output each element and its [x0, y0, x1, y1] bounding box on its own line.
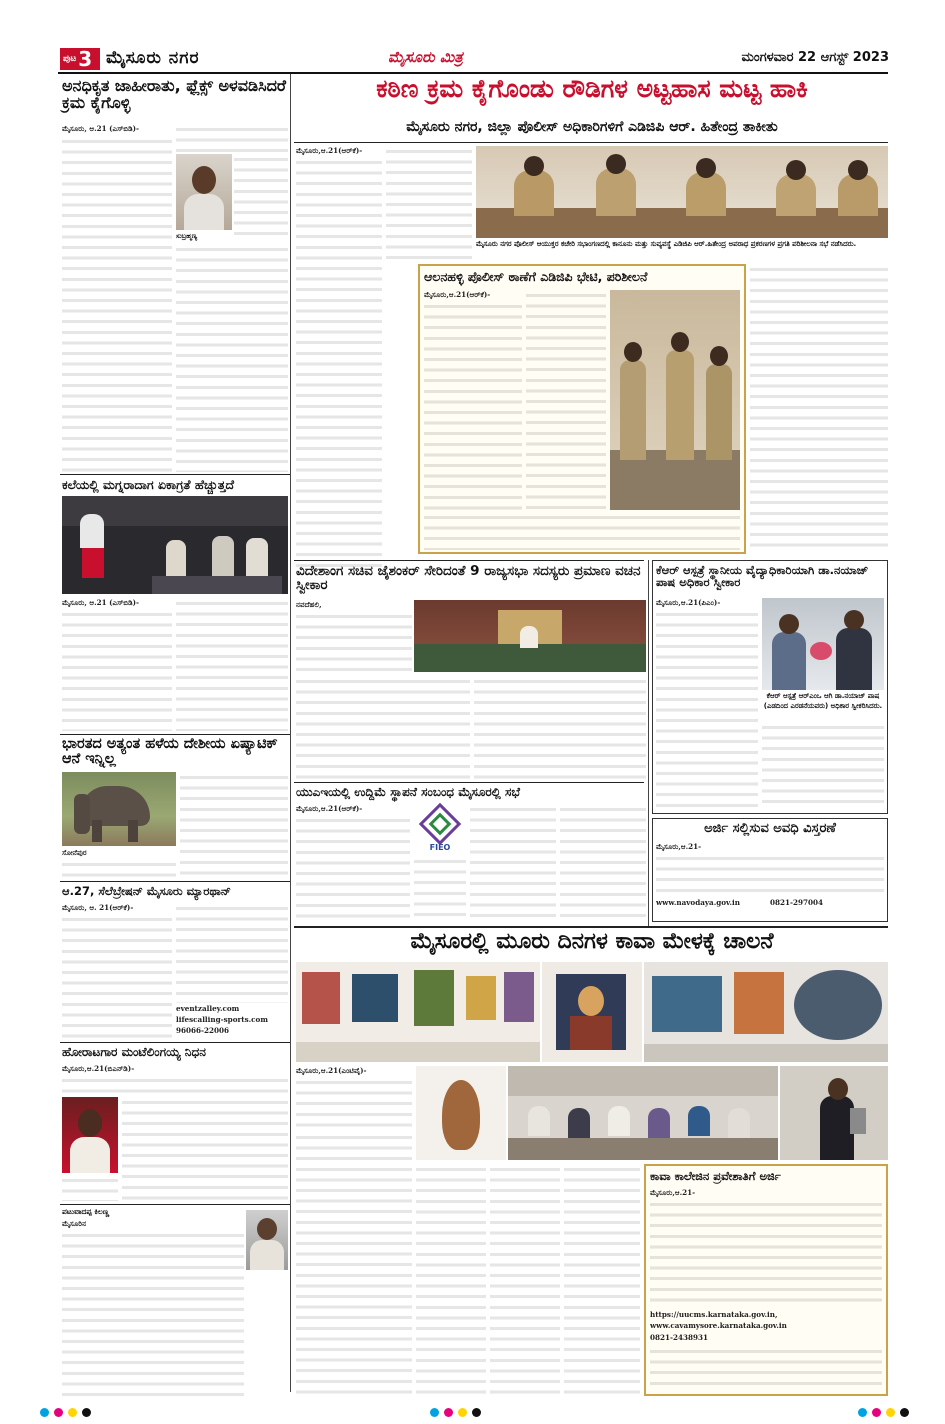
fieo-body-col2-bottom [414, 856, 466, 923]
lead-body-col1 [296, 157, 382, 567]
obituary-body-left [62, 1175, 118, 1201]
obituary2-body [62, 1230, 244, 1396]
registration-mark-black [472, 1408, 481, 1417]
marathon-article-body-col1 [62, 914, 172, 1038]
elephant-article-dateline: ಸೋನೆಪುರ [62, 848, 87, 857]
kava-sculpture-photo [416, 1066, 506, 1160]
elephant-article-headline: ಭಾರತದ ಅತ್ಯಂತ ಹಳೆಯ ದೇಶೀಯ ಏಷ್ಯಾಟಿಕ್ ಆನೆ ಇನ್ನಿಲ್ಲ [62, 736, 278, 768]
kava-college-website: https://uucms.karnataka.gov.in, www.cavamysore.karnataka.gov.in [650, 1310, 787, 1330]
obituary-dateline: ಮೈಸೂರು,ಆ.21(ಬಿಎನ್‌ಡಿ)- [62, 1064, 135, 1073]
deadline-website: www.navodaya.gov.in [656, 898, 740, 907]
flex-article-body-col2-side [234, 154, 288, 242]
obituary2-dateline: ಮೈಸೂರಿನ [62, 1219, 87, 1228]
registration-mark-cyan [40, 1408, 49, 1417]
art-event-photo [62, 496, 288, 594]
alanahalli-body-bottom [424, 512, 740, 550]
marathon-article-headline: ಆ.27, ಸೆಲೆಬ್ರೇಷನ್ ಮೈಸೂರು ಮ್ಯಾರಥಾನ್ [62, 884, 231, 898]
kava-speaker-photo [780, 1066, 888, 1160]
deadline-body [656, 853, 884, 897]
newspaper-logo: ಮೈಸೂರು ಮಿತ್ರ [388, 48, 463, 66]
lead-meeting-photo [476, 146, 888, 238]
kr-hospital-photo [762, 598, 884, 690]
section-title: ಮೈಸೂರು ನಗರ [106, 48, 200, 68]
divider [60, 881, 290, 882]
kava-college-body-bottom [650, 1346, 882, 1390]
art-article-body-col1 [62, 609, 172, 731]
fieo-logo-text: FIEO [429, 842, 451, 852]
registration-mark-magenta [872, 1408, 881, 1417]
kava-college-headline: ಕಾವಾ ಕಾಲೇಜಿನ ಪ್ರವೇಶಾತಿಗೆ ಅರ್ಜಿ [650, 1169, 781, 1183]
kava-gallery-photo-1 [296, 962, 540, 1062]
registration-mark-black [900, 1408, 909, 1417]
registration-mark-yellow [68, 1408, 77, 1417]
rajyasabha-dateline: ನವದೆಹಲಿ, [296, 600, 322, 609]
registration-mark-cyan [430, 1408, 439, 1417]
kava-body-intro [296, 1077, 412, 1129]
registration-mark-yellow [886, 1408, 895, 1417]
fieo-body-col1 [296, 815, 410, 923]
kr-hospital-photo-caption: ಕೆಆರ್ ಆಸ್ಪತ್ರೆ ಆರ್‌ಎಂಒ ಆಗಿ ಡಾ.ನಯಾಜ್ ಪಾಷ (ಎಡದಿಂದ ಎರಡನೆಯವರು) ಅಧಿಕಾರ ಸ್ವೀಕರಿಸಿದರು. [763, 692, 883, 710]
elephant-article-body-col2 [180, 772, 288, 879]
alanahalli-body-col1 [424, 301, 522, 510]
kr-hospital-body-col1 [656, 609, 758, 809]
elephant-article-body-col1 [62, 859, 176, 879]
obituary2-name: ಪಟುವಾದಪ್ಪ ಕಿಲಣ್ಣ [62, 1207, 110, 1216]
flex-article-body-col2-top [176, 124, 288, 152]
alanahalli-station-photo [610, 290, 740, 510]
flex-article-body-col1 [62, 136, 172, 472]
registration-mark-magenta [54, 1408, 63, 1417]
alanahalli-headline: ಆಲನಹಳ್ಳಿ ಪೊಲೀಸ್ ಠಾಣೆಗೆ ಎಡಿಜಿಪಿ ಭೇಟಿ, ಪರಿಶೀಲನೆ [424, 269, 648, 284]
kava-body-col2 [416, 1164, 486, 1396]
marathon-phone: 96066-22006 [176, 1026, 229, 1035]
divider [60, 1204, 290, 1205]
lead-dateline: ಮೈಸೂರು,ಆ.21(ಆರ್‌ಕೆ)- [296, 146, 363, 155]
marathon-article-body-col2 [176, 903, 288, 1003]
kava-body-col4 [564, 1164, 640, 1396]
deadline-headline: ಅರ್ಜಿ ಸಲ್ಲಿಸುವ ಅವಧಿ ವಿಸ್ತರಣೆ [704, 821, 836, 836]
fieo-body-col3 [470, 804, 556, 923]
obituary-body-right [122, 1097, 288, 1201]
fieo-logo [416, 808, 464, 852]
divider [294, 926, 888, 928]
kava-body-col3 [490, 1164, 560, 1396]
kr-hospital-dateline: ಮೈಸೂರು,ಆ.21(ಪಿಎಂ)- [656, 598, 721, 607]
portrait-caption: ಸುಬ್ರಹ್ಮಣ್ಯ [176, 232, 198, 240]
flex-article-headline: ಅನಧಿಕೃತ ಜಾಹೀರಾತು, ಫ್ಲೆಕ್ಸ್ ಅಳವಡಿಸಿದರೆ ಕ್ರಮ ಕೈಗೊಳ್ಳಿ [62, 76, 287, 112]
marathon-article-dateline: ಮೈಸೂರು, ಆ. 21(ಆರ್‌ಕೆ)- [62, 903, 134, 912]
rajyasabha-headline: ವಿದೇಶಾಂಗ ಸಚಿವ ಜೈಶಂಕರ್ ಸೇರಿದಂತೆ 9 ರಾಜ್ಯಸಭಾ ಸದಸ್ಯರು ಪ್ರಮಾಣ ವಚನ ಸ್ವೀಕಾರ [296, 563, 641, 594]
deadline-phone: 0821-297004 [770, 898, 823, 907]
rajyasabha-chamber-photo [414, 600, 646, 672]
kava-body-col1 [296, 1132, 412, 1396]
elephant-photo [62, 772, 176, 846]
registration-mark-black [82, 1408, 91, 1417]
kr-hospital-body-col2 [762, 722, 884, 808]
rajyasabha-body-col2 [296, 676, 470, 780]
divider [60, 1042, 290, 1043]
obituary2-photo [246, 1210, 288, 1270]
art-article-body-col2 [176, 598, 288, 731]
official-portrait-photo [176, 154, 232, 230]
lead-body-col2-top [386, 146, 472, 261]
obituary-headline: ಹೋರಾಟಗಾರ ಮಂಟೆಲಿಂಗಯ್ಯ ನಿಧನ [62, 1045, 206, 1059]
fieo-body-col4 [560, 804, 646, 923]
art-article-dateline: ಮೈಸೂರು, ಆ.21 (ಎಸ್‌ಬಿಡಿ)- [62, 598, 140, 607]
kava-college-body [650, 1199, 882, 1309]
alanahalli-dateline: ಮೈಸೂರು,ಆ.21(ಆರ್‌ಕೆ)- [424, 290, 491, 299]
rajyasabha-body-col3 [474, 676, 646, 780]
page-number-label: ಪುಟ [63, 54, 77, 64]
issue-date: ಮಂಗಳವಾರ 22 ಆಗಸ್ಟ್ 2023 [741, 50, 889, 65]
flex-article-dateline: ಮೈಸೂರು, ಆ.21 (ಎಸ್‌ಬಿಡಿ)- [62, 124, 140, 133]
alanahalli-body-col2 [526, 290, 606, 510]
marathon-website-1: eventzalley.com [176, 1004, 240, 1013]
kr-hospital-headline: ಕೆಆರ್ ಆಸ್ಪತ್ರೆ ಸ್ಥಾನೀಯ ವೈದ್ಯಾಧಿಕಾರಿಯಾಗಿ ಡಾ.ನಯಾಜ್ ಪಾಷ ಅಧಿಕಾರ ಸ್ವೀಕಾರ [656, 563, 869, 590]
registration-mark-cyan [858, 1408, 867, 1417]
lead-photo-caption: ಮೈಸೂರು ನಗರ ಪೊಲೀಸ್ ಆಯುಕ್ತರ ಕಚೇರಿ ಸಭಾಂಗಣದಲ್ಲಿ ಕಾನೂನು ಮತ್ತು ಸುವ್ಯವಸ್ಥೆ ಎಡಿಜಿಪಿ ಆರ್.ಹಿತೇಂದ್ರ ಅಪರಾಧ ಪ್ರಕರಣಗಳ ಪ್ರಗತಿ ಪರಿಶೀಲನಾ ಸಭೆ ನಡೆಸಿದರು. [476, 240, 857, 248]
obituary-body-top [62, 1075, 288, 1095]
deadline-dateline: ಮೈಸೂರು,ಆ.21- [656, 842, 702, 851]
registration-mark-magenta [444, 1408, 453, 1417]
page-number-badge [60, 48, 100, 70]
fieo-dateline: ಮೈಸೂರು,ಆ.21(ಆರ್‌ಕೆ)- [296, 804, 363, 813]
divider [294, 560, 644, 561]
marathon-website-2: lifescalling-sports.com [176, 1015, 268, 1024]
divider [294, 142, 888, 143]
lead-subheadline: ಮೈಸೂರು ನಗರ, ಜಿಲ್ಲಾ ಪೊಲೀಸ್ ಅಧಿಕಾರಿಗಳಿಗೆ ಎಡಿಜಿಪಿ ಆರ್. ಹಿತೇಂದ್ರ ತಾಕೀತು [406, 119, 778, 135]
kava-gallery-photo-3 [644, 962, 888, 1062]
kava-college-phone: 0821-2438931 [650, 1333, 708, 1342]
lead-body-col5 [750, 264, 888, 554]
fieo-headline: ಯುಎಇಯಲ್ಲಿ ಉದ್ದಿಮೆ ಸ್ಥಾಪನೆ ಸಂಬಂಧ ಮೈಸೂರಲ್ಲಿ ಸಭೆ [296, 785, 521, 799]
kava-audience-photo [508, 1066, 778, 1160]
divider [60, 474, 290, 475]
column-divider [290, 74, 291, 1392]
art-article-headline: ಕಲೆಯಲ್ಲಿ ಮಗ್ನರಾದಾಗ ಏಕಾಗ್ರತೆ ಹೆಚ್ಚುತ್ತದೆ [62, 477, 235, 492]
rajyasabha-body-col1 [296, 611, 412, 671]
page-number: 3 [78, 47, 93, 71]
divider [294, 782, 644, 783]
kava-gallery-photo-2 [542, 962, 642, 1062]
obituary-photo [62, 1097, 118, 1173]
registration-mark-yellow [458, 1408, 467, 1417]
flex-article-body-col2-bottom [176, 244, 288, 472]
kava-headline: ಮೈಸೂರಲ್ಲಿ ಮೂರು ದಿನಗಳ ಕಾವಾ ಮೇಳಕ್ಕೆ ಚಾಲನೆ [410, 929, 774, 954]
column-divider [648, 560, 649, 926]
lead-body-gap [386, 264, 414, 554]
kava-college-dateline: ಮೈಸೂರು,ಆ.21- [650, 1188, 696, 1197]
divider [60, 734, 290, 735]
kava-dateline: ಮೈಸೂರು,ಆ.21(ಎಂಟಿವೈ)- [296, 1066, 367, 1075]
lead-headline: ಕಠಿಣ ಕ್ರಮ ಕೈಗೊಂಡು ರೌಡಿಗಳ ಅಟ್ಟಹಾಸ ಮಟ್ಟ ಹಾಕಿ [376, 74, 808, 103]
